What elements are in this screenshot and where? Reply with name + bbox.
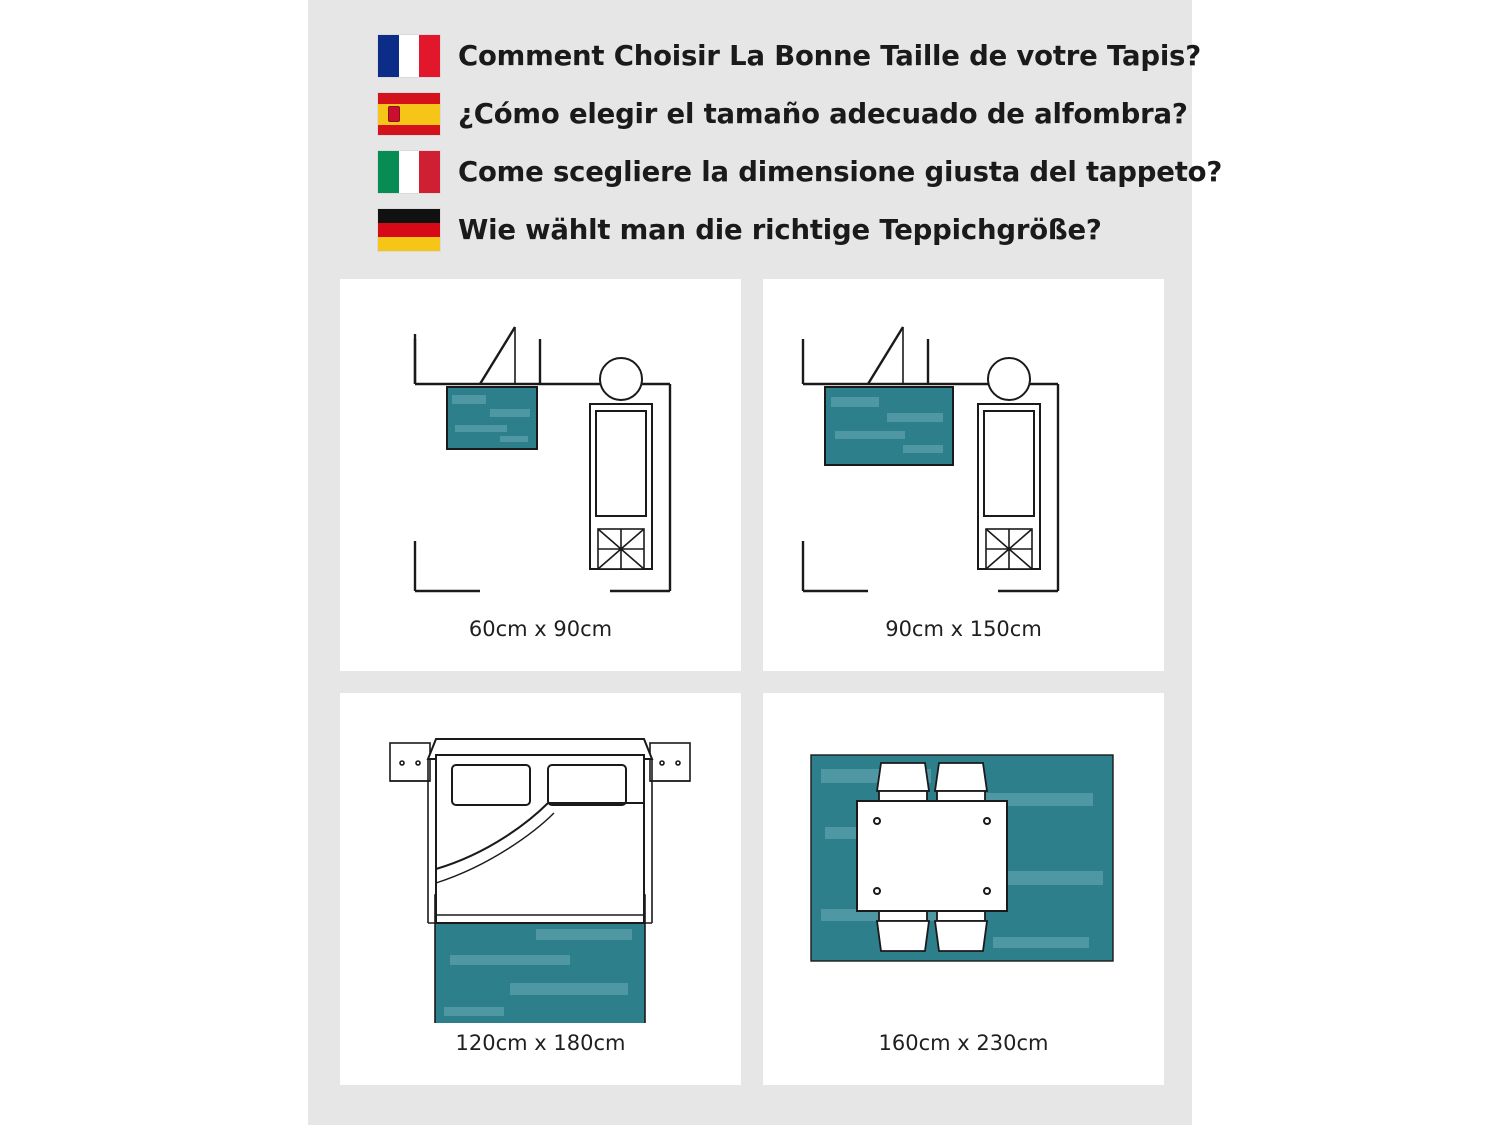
heading-row-spanish: [378, 86, 1188, 142]
rug-shape: [825, 387, 953, 465]
heading-text-french: Comment Choisir La Bonne Taille de votre Tapis?: [458, 40, 1201, 72]
cards-row-bottom: [340, 693, 1164, 1085]
card-60x90: [340, 279, 741, 671]
illustration-bed-foot-rug: [340, 693, 741, 1023]
card-caption-60x90: 60cm x 90cm: [468, 617, 613, 641]
heading-text-spanish: ¿Cómo elegir el tamaño adecuado de alfombra?: [458, 98, 1188, 130]
card-caption-160x230: 160cm x 230cm: [878, 1031, 1049, 1055]
headings-list: [378, 28, 1223, 260]
rug-shape: [447, 387, 537, 449]
heading-row-german: [378, 202, 1188, 258]
heading-text-italian: Come scegliere la dimensione giusta del tappeto?: [458, 156, 1223, 188]
heading-text-german: Wie wählt man die richtige Teppichgröße?: [458, 214, 1102, 246]
illustration-bedroom-medium-rug: [763, 279, 1164, 609]
card-160x230: [763, 693, 1164, 1085]
illustration-dining-table-rug: [763, 693, 1164, 1023]
cards-grid: [340, 279, 1164, 1107]
france-flag-icon: [378, 35, 440, 77]
heading-row-italian: [378, 144, 1223, 200]
card-120x180: [340, 693, 741, 1085]
heading-row-french: [378, 28, 1201, 84]
illustration-bedroom-small-rug: [340, 279, 741, 609]
italy-flag-icon: [378, 151, 440, 193]
card-caption-120x180: 120cm x 180cm: [455, 1031, 626, 1055]
card-caption-90x150: 90cm x 150cm: [885, 617, 1042, 641]
cards-row-top: [340, 279, 1164, 671]
card-90x150: [763, 279, 1164, 671]
content-panel: [308, 0, 1223, 1125]
spain-flag-icon: [378, 93, 440, 135]
germany-flag-icon: [378, 209, 440, 251]
